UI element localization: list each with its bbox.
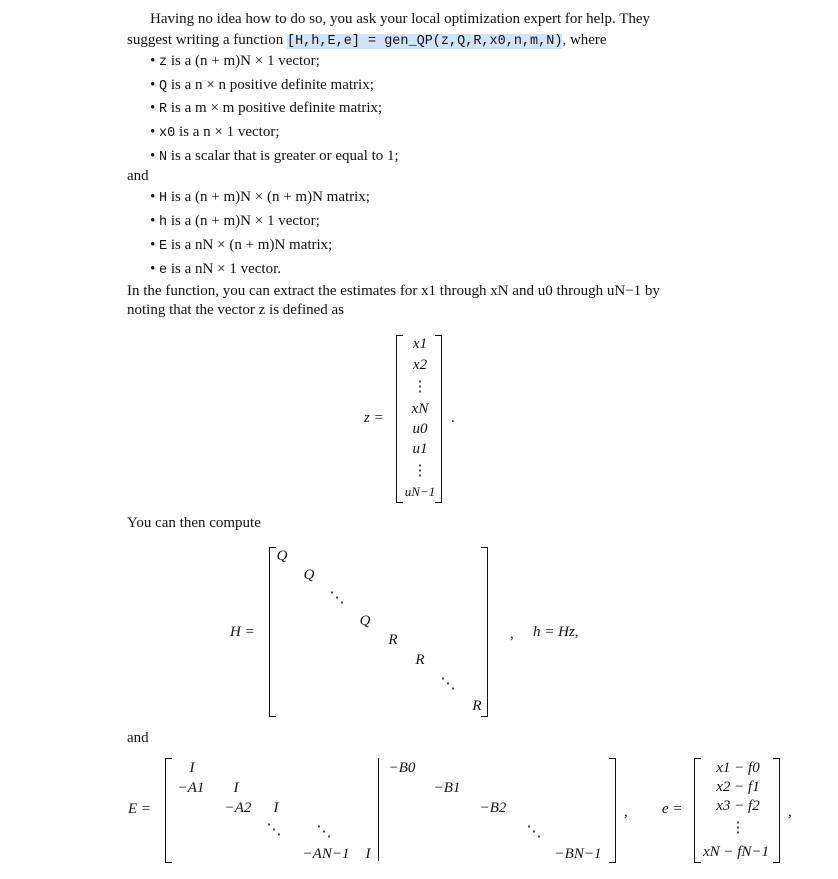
compute-text: You can then compute — [127, 515, 261, 531]
E-entry: I — [273, 800, 279, 816]
H-right-bracket — [481, 547, 488, 717]
function-signature[interactable]: [H,h,E,e] = gen_QP(z,Q,R,x0,n,m,N) — [286, 34, 563, 49]
z-entry: xN — [411, 401, 429, 417]
H-diag-entry: Q — [359, 613, 371, 629]
h-expression: h = Hz, — [533, 624, 579, 640]
e-entry: x1 − f0 — [716, 760, 760, 776]
z-entry: u1 — [412, 441, 428, 457]
H-diag-entry: R — [415, 652, 425, 668]
z-lhs: z = — [364, 410, 384, 426]
list-item: • z is a (n + m)N × 1 vector; — [150, 53, 320, 70]
E-block-divider — [378, 758, 379, 861]
E-entry: I — [189, 760, 195, 776]
E-entry: −A2 — [224, 800, 252, 816]
H-diag-entry: ⋱ — [440, 676, 456, 692]
list-item: • H is a (n + m)N × (n + m)N matrix; — [150, 189, 370, 206]
z-entry: uN−1 — [404, 484, 436, 499]
e-entry: ⋮ — [730, 820, 746, 836]
H-lhs: H = — [230, 624, 255, 640]
E-entry: −B0 — [388, 760, 416, 776]
E-entry: ⋱ — [526, 824, 542, 840]
z-trail: . — [451, 410, 455, 426]
extract-line-2: noting that the vector z is defined as — [127, 302, 345, 318]
list-item: • E is a nN × (n + m)N matrix; — [150, 237, 333, 254]
z-entry: ⋮ — [412, 463, 428, 479]
e-left-bracket — [694, 758, 701, 863]
list-item: • R is a m × m positive definite matrix; — [150, 100, 383, 117]
E-entry: I — [233, 780, 239, 796]
E-entry: −AN−1 — [302, 846, 350, 862]
E-entry: −B2 — [479, 800, 507, 816]
and-connector-2: and — [127, 730, 149, 746]
e-trail: , — [788, 804, 792, 820]
z-entry: ⋮ — [412, 379, 428, 395]
intro-line-2-prefix: suggest writing a function — [127, 32, 287, 48]
H-diag-entry: Q — [303, 567, 315, 583]
z-entry: u0 — [412, 421, 428, 437]
H-left-bracket — [269, 547, 276, 717]
H-diag-entry: Q — [276, 548, 288, 564]
intro-line-2-suffix: , where — [562, 32, 607, 48]
e-entry: x3 − f2 — [716, 798, 760, 814]
e-entry: xN − fN−1 — [702, 844, 770, 860]
E-entry: ⋱ — [316, 824, 332, 840]
list-item: • x0 is a n × 1 vector; — [150, 124, 280, 141]
z-right-bracket — [435, 335, 442, 503]
E-lhs: E = — [128, 801, 152, 817]
E-left-bracket — [165, 758, 172, 863]
H-diag-entry: ⋱ — [329, 590, 345, 606]
list-item: • h is a (n + m)N × 1 vector; — [150, 213, 320, 230]
e-lhs: e = — [662, 801, 683, 817]
z-entry: x1 — [412, 336, 428, 352]
H-diag-entry: R — [472, 698, 482, 714]
E-entry: −BN−1 — [554, 846, 602, 862]
E-entry: −A1 — [177, 780, 205, 796]
extract-line-1: In the function, you can extract the estimates for x1 through xN and u0 through uN−1 by — [127, 283, 660, 299]
H-trail: , — [510, 626, 514, 642]
e-right-bracket — [773, 758, 780, 863]
E-right-bracket — [609, 758, 616, 863]
list-item: • e is a nN × 1 vector. — [150, 261, 281, 278]
H-diag-entry: R — [388, 632, 398, 648]
list-item: • Q is a n × n positive definite matrix; — [150, 77, 374, 94]
E-entry: ⋱ — [266, 822, 282, 838]
list-item: • N is a scalar that is greater or equal to 1; — [150, 148, 399, 165]
E-entry: I — [365, 846, 371, 862]
E-entry: −B1 — [433, 780, 461, 796]
intro-line-2 — [127, 32, 607, 49]
and-connector-1: and — [127, 168, 149, 184]
z-entry: x2 — [412, 357, 428, 373]
z-left-bracket — [396, 335, 403, 503]
E-trail: , — [624, 804, 628, 820]
e-entry: x2 − f1 — [716, 779, 760, 795]
intro-line-1: Having no idea how to do so, you ask your local optimization expert for help. They — [150, 11, 651, 27]
